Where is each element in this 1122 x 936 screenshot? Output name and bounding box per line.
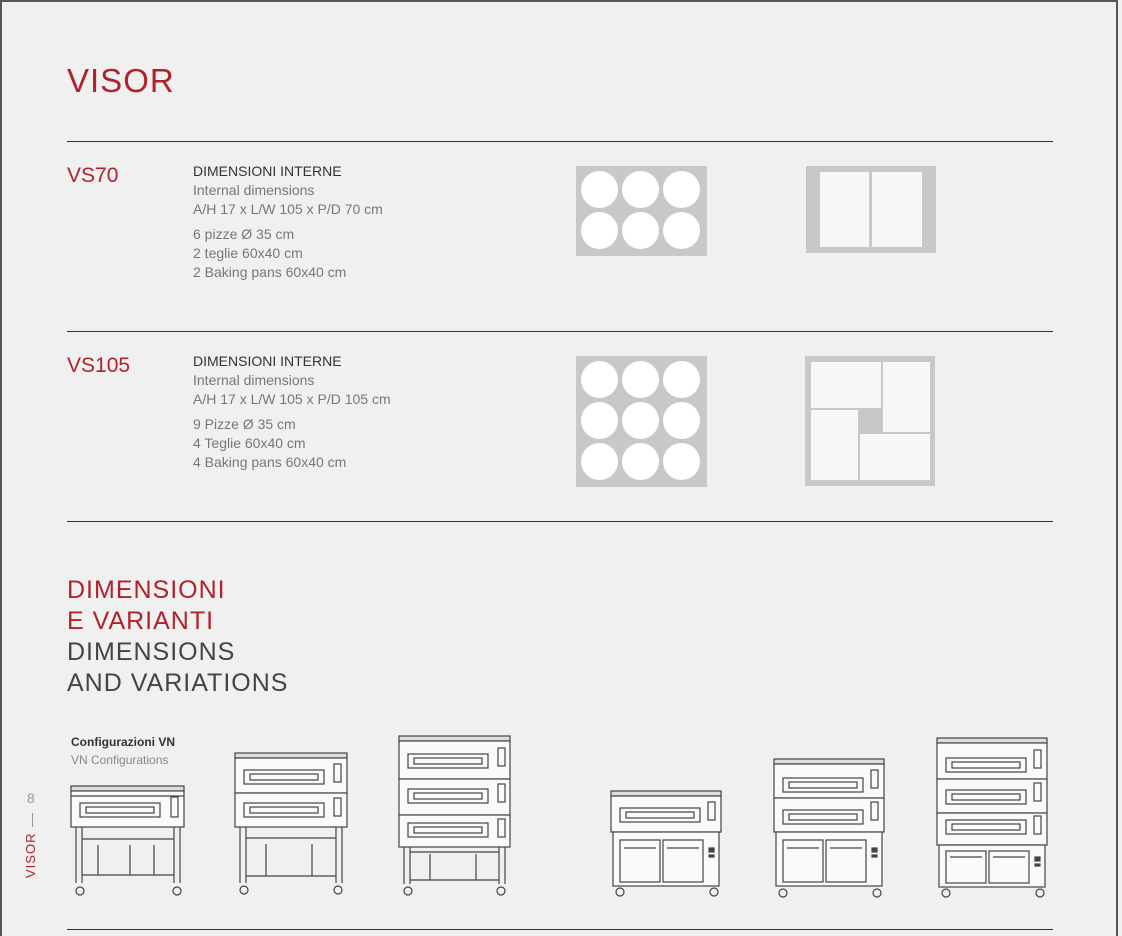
pizza-icon (663, 212, 700, 249)
pizza-icon (581, 402, 618, 439)
pizza-icon (581, 212, 618, 249)
pizza-icon (622, 212, 659, 249)
pizza-icon (663, 443, 700, 480)
pan-layout-vs105 (805, 356, 935, 486)
spec-heading: DIMENSIONI INTERNE (193, 163, 342, 179)
pizza-layout-vs105 (576, 356, 707, 487)
configurations-label (71, 733, 175, 769)
spec-subheading: Internal dimensions (193, 372, 315, 388)
section-title-en-1: DIMENSIONS (67, 638, 236, 666)
baking-pan (811, 362, 881, 408)
pizza-icon (663, 171, 700, 208)
oven-config-1-deck-cabinet (608, 788, 726, 901)
configurations-label-it: Configurazioni VN (71, 735, 175, 749)
spec-vs105 (193, 352, 391, 472)
pan-layout-vs70 (806, 166, 936, 253)
spec-capacity-pans-en: 2 Baking pans 60x40 cm (193, 264, 347, 280)
spec-subheading: Internal dimensions (193, 182, 315, 198)
pizza-icon (581, 361, 618, 398)
section-title (67, 575, 288, 699)
oven-config-3-deck-cabinet (934, 736, 1052, 901)
spec-capacity-pizza: 9 Pizze Ø 35 cm (193, 416, 296, 432)
section-title-it-2: E VARIANTI (67, 607, 215, 635)
section-title-en-2: AND VARIATIONS (67, 669, 289, 697)
pizza-icon (581, 443, 618, 480)
divider (67, 521, 1053, 522)
pizza-icon (622, 361, 659, 398)
pizza-icon (622, 171, 659, 208)
configurations-label-en: VN Configurations (71, 753, 169, 767)
spec-capacity-pizza: 6 pizze Ø 35 cm (193, 226, 295, 242)
divider (67, 141, 1053, 142)
spec-capacity-pans-it: 2 teglie 60x40 cm (193, 245, 303, 261)
model-name-vs70: VS70 (67, 164, 119, 187)
model-name-vs105: VS105 (67, 354, 131, 377)
baking-pan (883, 362, 930, 432)
baking-pan (860, 434, 930, 480)
baking-pan (811, 410, 858, 480)
pizza-icon (663, 361, 700, 398)
divider (67, 929, 1053, 930)
pizza-layout-vs70 (576, 166, 707, 256)
baking-pan (872, 172, 922, 247)
pizza-icon (622, 443, 659, 480)
spec-dimensions: A/H 17 x L/W 105 x P/D 70 cm (193, 201, 383, 217)
oven-config-1-deck-stand (68, 783, 190, 901)
section-title-it-1: DIMENSIONI (67, 576, 226, 604)
baking-pan (820, 172, 869, 247)
pizza-icon (581, 171, 618, 208)
pizza-icon (663, 402, 700, 439)
sidebar-label: VISOR (23, 832, 38, 878)
spec-capacity-pans-en: 4 Baking pans 60x40 cm (193, 454, 347, 470)
spec-vs70 (193, 162, 383, 282)
oven-config-2-deck-cabinet (771, 756, 889, 901)
page-title: VISOR (67, 62, 175, 99)
spec-dimensions: A/H 17 x L/W 105 x P/D 105 cm (193, 391, 391, 407)
page-number: 8 (27, 790, 35, 806)
oven-config-3-deck-stand (396, 734, 516, 901)
spec-heading: DIMENSIONI INTERNE (193, 353, 342, 369)
divider (67, 331, 1053, 332)
oven-config-2-deck-stand (232, 750, 352, 901)
pizza-icon (622, 402, 659, 439)
sidebar-divider (32, 813, 33, 827)
spec-capacity-pans-it: 4 Teglie 60x40 cm (193, 435, 306, 451)
